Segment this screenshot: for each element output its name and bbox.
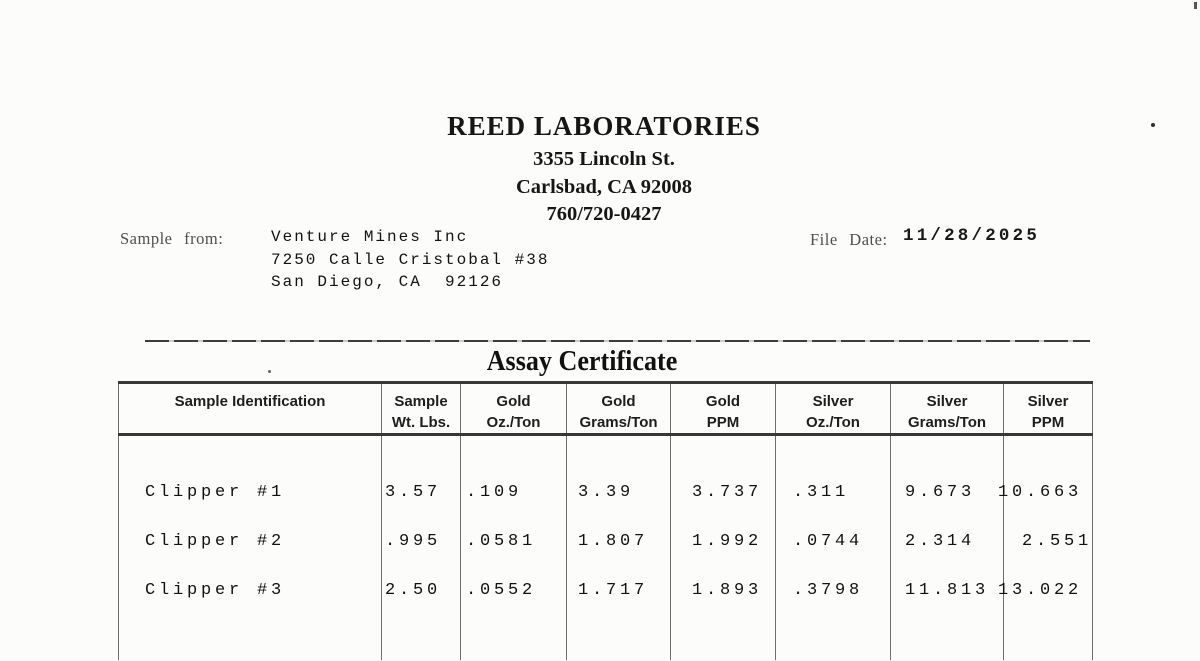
assay-results-table [118,381,1093,660]
cell-gold-oz-ton: .109 [461,468,567,517]
cell-silver-oz-ton: .311 [776,468,891,517]
cell-gold-oz-ton: .0581 [461,517,567,566]
cell-silver-grams-ton: 2.314 [891,517,1004,566]
lab-name: REED LABORATORIES [447,111,761,141]
cell-gold-ppm: 1.992 [671,517,776,566]
cell-gold-ppm: 1.893 [671,566,776,615]
cell-silver-ppm: 10.663 [1004,468,1093,517]
header-line: Gold [601,393,636,410]
cell-sample-id: Clipper #3 [119,566,382,615]
sample-from-line-1: Venture Mines Inc [271,228,469,246]
table-header-row [119,383,1093,435]
header-line: Oz./Ton [806,414,860,431]
cell-sample-id: Clipper #2 [119,517,382,566]
table-row-clipper-1 [119,468,1093,517]
column-header-silver-oz-ton [776,383,891,435]
header-line: Sample [394,393,448,410]
sample-from-line-2: 7250 Calle Cristobal #38 [271,250,550,269]
scan-speck [1194,2,1197,9]
cell-sample-wt-lbs: 2.50 [382,566,461,615]
cell-gold-oz-ton: .0552 [461,566,567,615]
header-line: Grams/Ton [579,414,658,431]
column-header-gold-grams-ton [567,383,671,435]
header-line: Oz./Ton [486,414,541,431]
cell-silver-grams-ton: 11.813 [891,566,1004,615]
table-row-clipper-3 [119,566,1093,615]
horizontal-rule [145,340,1090,342]
certificate-title: Assay Certificate [486,345,678,377]
table-row-clipper-2 [119,517,1093,566]
header-line: Grams/Ton [907,414,987,431]
cell-silver-oz-ton: .3798 [776,566,891,615]
cell-gold-grams-ton: 1.717 [567,566,671,615]
cell-gold-grams-ton: 3.39 [567,468,671,517]
header-line: PPM [1031,414,1065,431]
cell-silver-ppm: 2.551 [1004,517,1093,566]
column-header-silver-ppm [1004,383,1093,435]
cell-sample-wt-lbs: 3.57 [382,468,461,517]
column-header-gold-oz-ton [461,383,567,435]
header-line: Silver [926,393,968,410]
cell-gold-ppm: 3.737 [671,468,776,517]
cell-silver-grams-ton: 9.673 [891,468,1004,517]
scan-speck [1151,123,1155,127]
header-line: Silver [1027,393,1069,410]
header-line: Silver [812,393,854,410]
header-line: Gold [705,393,741,410]
column-header-sample-identification [119,383,382,435]
cell-gold-grams-ton: 1.807 [567,517,671,566]
cell-silver-oz-ton: .0744 [776,517,891,566]
lab-phone: 760/720-0427 [546,203,662,225]
header-line: Gold [496,393,531,410]
sample-from-address [271,226,549,294]
lab-city-state-zip: Carlsbad, CA 92008 [516,175,692,198]
column-header-gold-ppm [671,383,776,435]
header-line: Sample Identification [174,393,326,410]
empty-table-space [119,615,1093,660]
sample-from-label: Sample from: [120,229,224,248]
cell-sample-wt-lbs: .995 [382,517,461,566]
scan-speck [268,370,271,373]
lab-street-address: 3355 Lincoln St. [533,148,675,170]
spacer-row [119,435,1093,468]
header-line: PPM [706,414,740,431]
letterhead [0,111,1200,229]
file-date-label: File Date: [810,230,888,249]
column-header-sample-wt-lbs [382,383,461,435]
cell-silver-ppm: 13.022 [1004,566,1093,615]
column-header-silver-grams-ton [891,383,1004,435]
sample-from-line-3: San Diego, CA 92126 [271,273,504,292]
cell-sample-id: Clipper #1 [119,468,382,517]
file-date-value: 11/28/2025 [903,226,1041,246]
header-line: Wt. Lbs. [391,414,451,431]
